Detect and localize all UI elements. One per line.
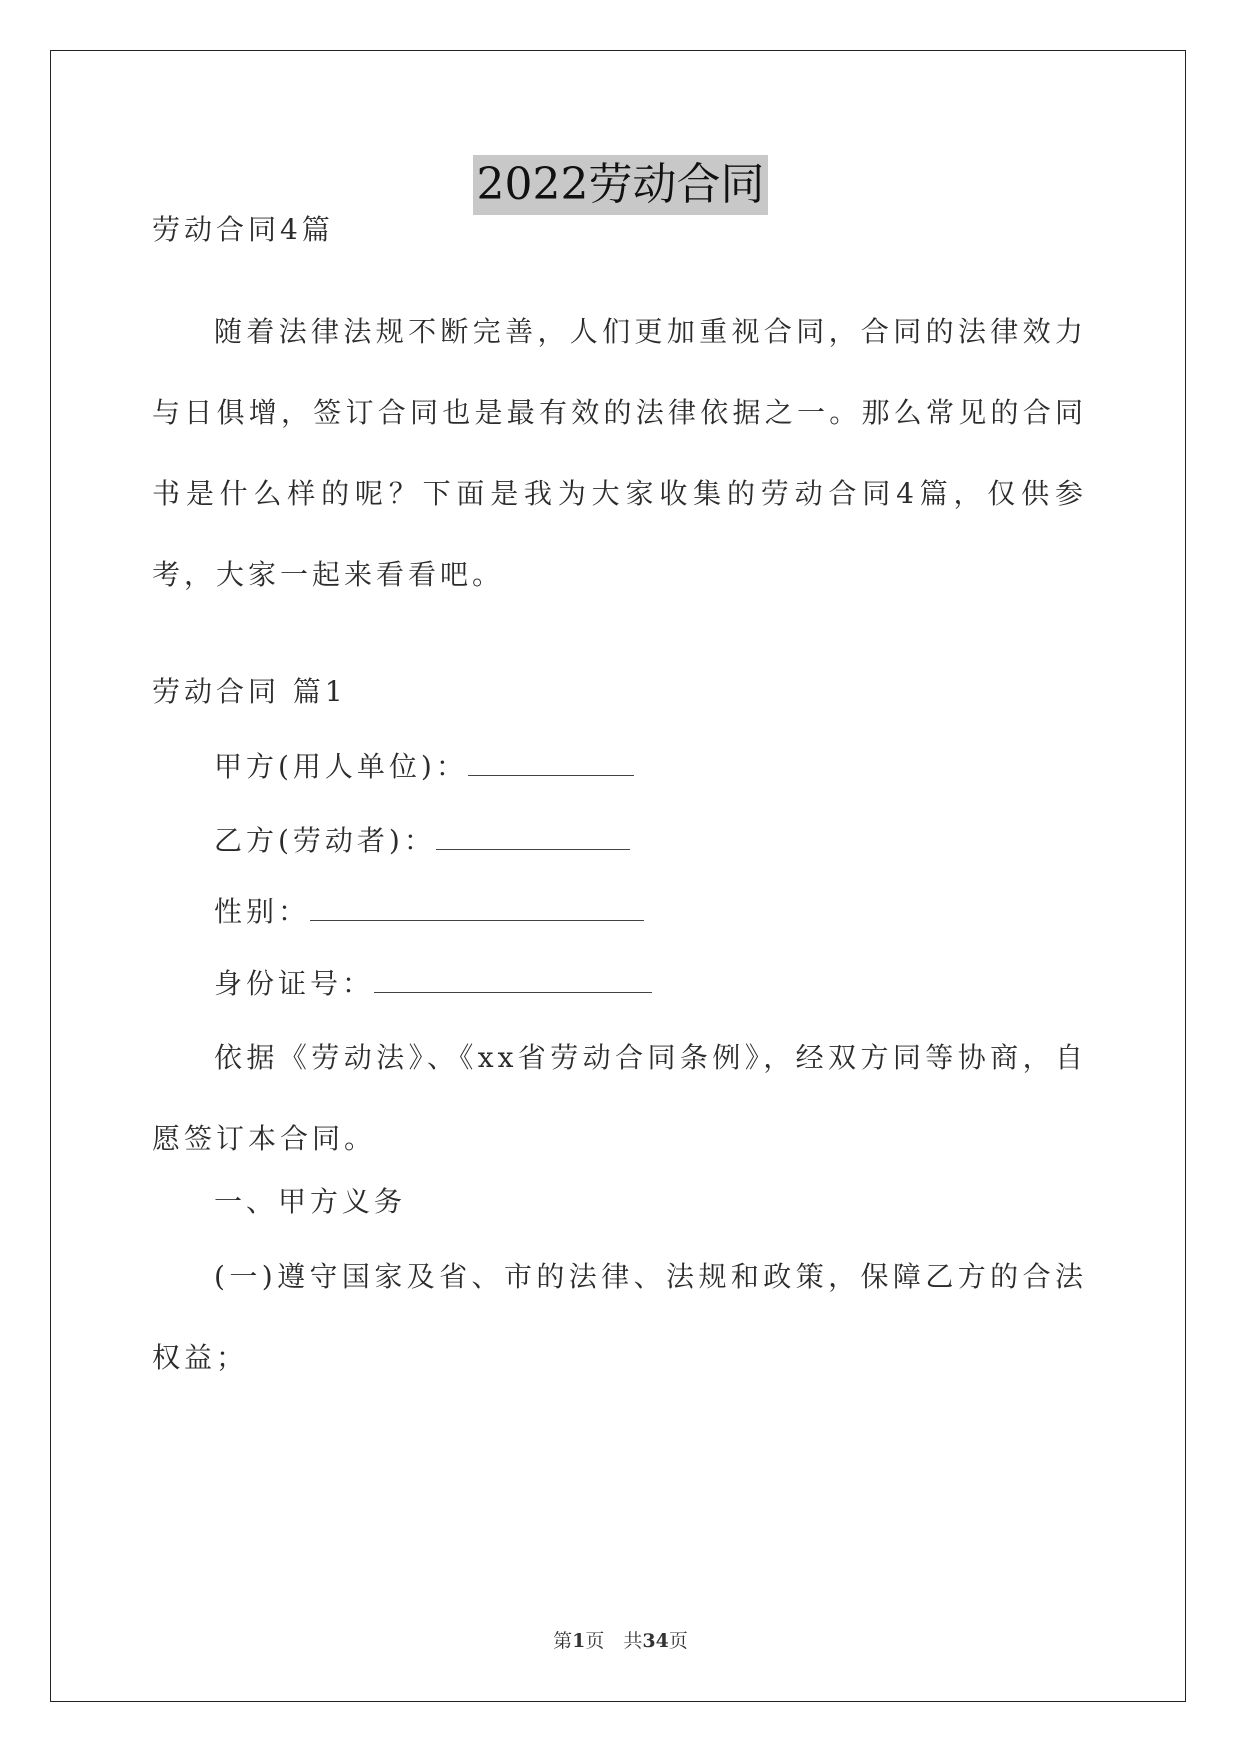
document-title: 2022劳动合同 <box>473 155 769 215</box>
document-heading: 劳动合同4篇 <box>152 213 334 246</box>
gender-label: 性别： <box>214 895 311 928</box>
gender-field <box>214 892 644 932</box>
footer-page-suffix: 页 <box>668 1630 688 1652</box>
id-number-label: 身份证号： <box>214 967 375 1000</box>
party-b-blank <box>436 821 630 850</box>
party-a-blank <box>468 747 634 776</box>
obligations-heading: 一、甲方义务 <box>214 1185 407 1218</box>
id-number-field <box>214 964 652 1004</box>
obligation-item-1: (一)遵守国家及省、市的法律、法规和政策，保障乙方的合法权益； <box>152 1260 1087 1374</box>
party-b-label: 乙方(劳动者)： <box>214 824 436 857</box>
title-container <box>0 155 1241 215</box>
party-b-field <box>214 821 630 861</box>
gender-blank <box>310 892 644 921</box>
section-title: 劳动合同 篇1 <box>152 675 347 708</box>
basis-paragraph: 依据《劳动法》、《xx省劳动合同条例》，经双方同等协商，自愿签订本合同。 <box>152 1041 1087 1155</box>
page-footer <box>0 1626 1241 1653</box>
footer-page-mid: 页 共 <box>585 1630 643 1652</box>
party-a-label: 甲方(用人单位)： <box>214 750 468 783</box>
footer-page-prefix: 第 <box>553 1630 573 1652</box>
footer-page-current: 1 <box>572 1630 586 1652</box>
intro-paragraph: 随着法律法规不断完善，人们更加重视合同，合同的法律效力与日俱增，签订合同也是最有效的法律依据之一。那么常见的合同书是什么样的呢？下面是我为大家收集的劳动合同4篇，仅供参考，大家一起来看看吧。 <box>152 315 1087 591</box>
id-number-blank <box>374 964 652 993</box>
party-a-field <box>214 747 634 787</box>
footer-page-total: 34 <box>642 1630 669 1652</box>
